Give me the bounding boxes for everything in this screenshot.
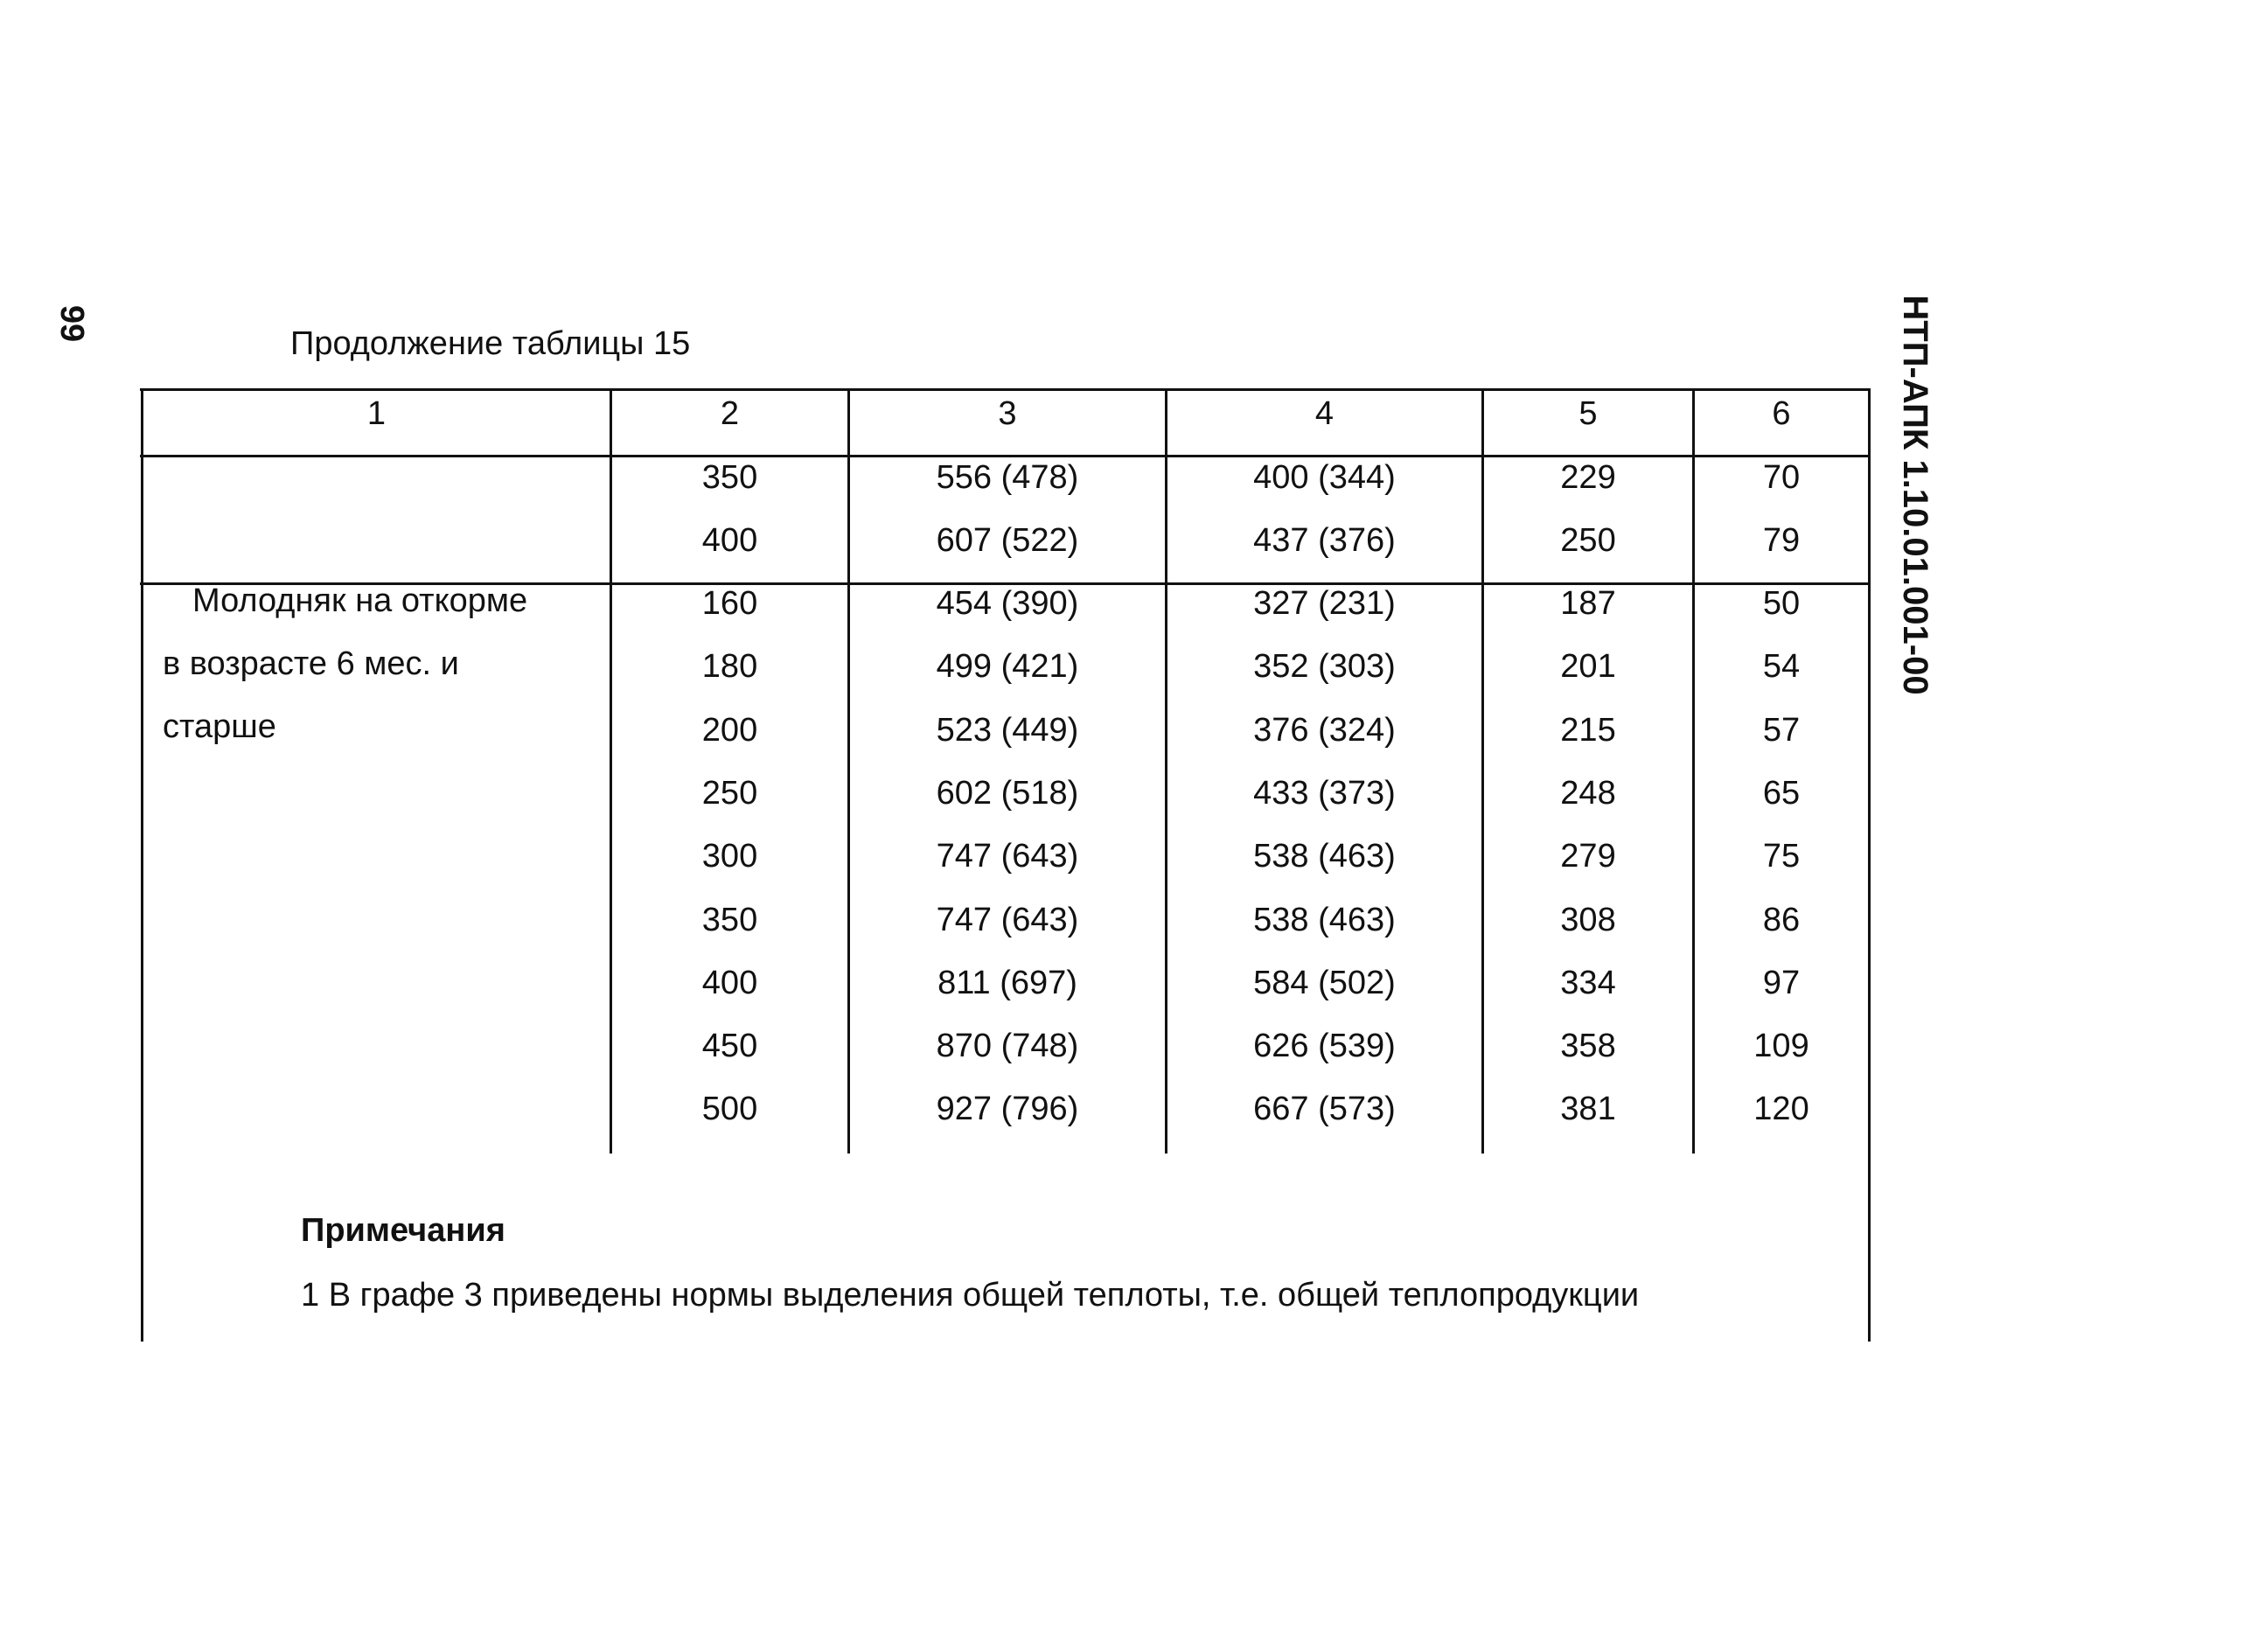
table-cell: 97 [1762,965,1801,1001]
table-cell: 187 [1560,585,1616,622]
table-cell: 180 [701,648,758,685]
table-cell: 250 [701,775,758,812]
table-cell: 556 (478) [936,459,1079,496]
table-cell: 86 [1762,902,1801,938]
table-cell: 538 (463) [1253,838,1396,875]
document-code: НТП-АПК 1.10.01.001-00 [1896,295,1934,695]
table-cell: 229 [1560,459,1616,496]
table-top-border [140,388,1869,391]
table-cell: 300 [701,838,758,875]
table-cell: 433 (373) [1253,775,1396,812]
table-cell: 248 [1560,775,1616,812]
table-cell: 400 [701,522,758,559]
table-cell: 927 (796) [936,1091,1079,1127]
table-cell: 381 [1560,1091,1616,1127]
table-cell: 400 [701,965,758,1001]
table-cell: 454 (390) [936,585,1079,622]
table-cell: 57 [1762,712,1801,749]
table-cell: 201 [1560,648,1616,685]
table-cell: 54 [1762,648,1801,685]
table-cell: 358 [1560,1028,1616,1064]
table-cell: 50 [1762,585,1801,622]
header-cell: 2 [720,395,740,432]
table-cell: 400 (344) [1253,459,1396,496]
table-cell: 352 (303) [1253,648,1396,685]
table-right-border [1868,388,1871,1342]
table-cell: 450 [701,1028,758,1064]
table-cell: 308 [1560,902,1616,938]
table-cell: 75 [1762,838,1801,875]
table-cell: 499 (421) [936,648,1079,685]
table-cell: 250 [1560,522,1616,559]
group-label-line: Молодняк на откорме [192,582,528,619]
table-cell: 160 [701,585,758,622]
table-cell: 523 (449) [936,712,1079,749]
group-label-line: в возрасте 6 мес. и [163,645,459,682]
table-cell: 65 [1762,775,1801,812]
table-cell: 667 (573) [1253,1091,1396,1127]
page-number: 99 [53,304,90,343]
table-cell: 79 [1762,522,1801,559]
table-cell: 870 (748) [936,1028,1079,1064]
table-cell: 334 [1560,965,1616,1001]
table-cell: 120 [1753,1091,1809,1127]
header-cell: 4 [1314,395,1335,432]
table-cell: 215 [1560,712,1616,749]
table-cell: 200 [701,712,758,749]
table-cell: 500 [701,1091,758,1127]
table-cell: 626 (539) [1253,1028,1396,1064]
table-cell: 70 [1762,459,1801,496]
table-cell: 538 (463) [1253,902,1396,938]
table-cell: 279 [1560,838,1616,875]
group-label-line: старше [163,708,276,745]
table-cell: 747 (643) [936,902,1079,938]
header-cell: 1 [366,395,387,432]
header-cell: 3 [998,395,1017,432]
notes-title: Примечания [301,1212,505,1249]
table-caption: Продолжение таблицы 15 [290,325,691,362]
table-cell: 376 (324) [1253,712,1396,749]
table-cell: 350 [701,902,758,938]
table-left-border [141,388,143,1342]
table-cell: 811 (697) [937,965,1077,1001]
table-cell: 109 [1753,1028,1809,1064]
table-cell: 350 [701,459,758,496]
table-cell: 327 (231) [1253,585,1396,622]
table-cell: 584 (502) [1253,965,1396,1001]
header-cell: 5 [1578,395,1598,432]
table-cell: 602 (518) [936,775,1079,812]
table-cell: 747 (643) [936,838,1079,875]
header-cell: 6 [1772,395,1791,432]
table-cell: 437 (376) [1253,522,1396,559]
table-cell: 607 (522) [936,522,1079,559]
note-item: 1 В графе 3 приведены нормы выделения общей теплоты, т.е. общей теплопродукции [301,1277,1640,1314]
